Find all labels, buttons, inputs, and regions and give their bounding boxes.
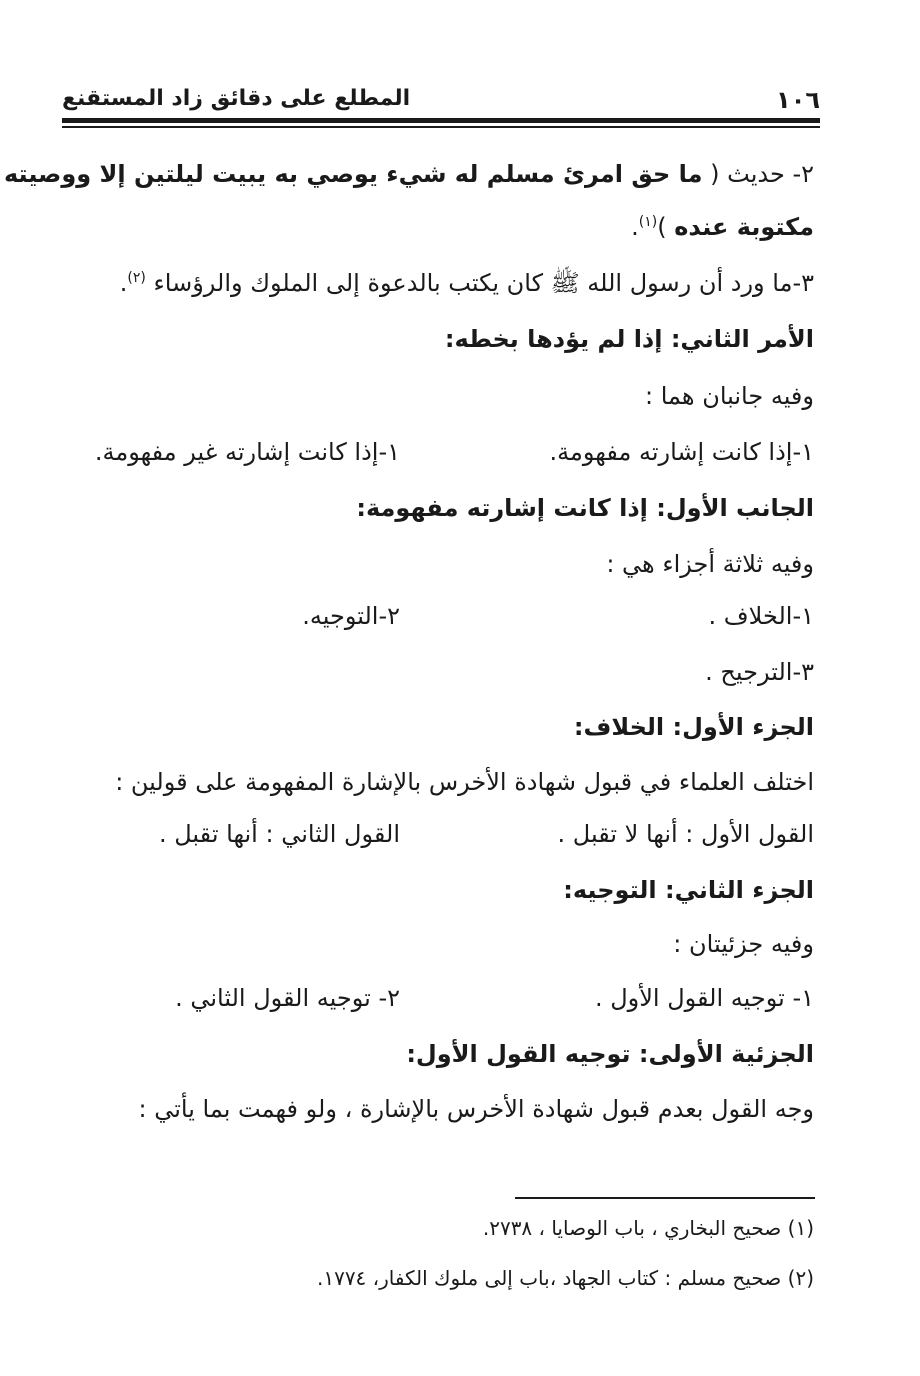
part-3: ٣-الترجيح .	[705, 658, 814, 686]
last-line: وجه القول بعدم قبول شهادة الأخرس بالإشارة ، ولو فهمت بما يأتي :	[138, 1095, 814, 1123]
footnote-ref-1: (١)	[638, 214, 658, 230]
disagreement-line: اختلف العلماء في قبول شهادة الأخرس بالإشارة المفهومة على قولين :	[115, 768, 814, 796]
header-rule-thin	[62, 126, 820, 128]
page-number: ١٠٦	[776, 86, 820, 114]
footnote-2: (٢) صحيح مسلم : كتاب الجهاد ،باب إلى ملوك الكفار، ١٧٧٤.	[316, 1266, 814, 1290]
item-2-prefix: ٢- حديث (	[702, 160, 814, 188]
heading-second-matter: الأمر الثاني: إذا لم يؤدها بخطه:	[444, 325, 814, 353]
item-3-line	[120, 268, 814, 303]
item-2-end: .	[631, 213, 639, 241]
item-3-end: .	[119, 269, 128, 297]
two-subparts-intro: وفيه جزئيتان :	[673, 930, 814, 958]
opinion-1: القول الأول : أنها لا تقبل .	[557, 820, 814, 848]
footnote-rule	[515, 1197, 815, 1199]
heading-subpart-1: الجزئية الأولى: توجيه القول الأول:	[406, 1040, 814, 1068]
item-3-text: ٣-ما ورد أن رسول الله ﷺ كان يكتب بالدعوة إلى الملوك والرؤساء	[153, 269, 814, 297]
heading-part-2: الجزء الثاني: التوجيه:	[563, 876, 814, 904]
header-rule-thick	[62, 118, 820, 123]
subpart-2: ٢- توجيه القول الثاني .	[175, 984, 400, 1012]
side-1: ١-إذا كانت إشارته مفهومة.	[549, 438, 814, 466]
item-2-line-2	[631, 213, 814, 241]
item-2-line-1	[4, 160, 814, 188]
footnote-1: (١) صحيح البخاري ، باب الوصايا ، ٢٧٣٨.	[482, 1216, 814, 1240]
item-2-hadith-line-1: ما حق امرئ مسلم له شيء يوصي به يبيت ليلتين إلا ووصيته	[3, 160, 703, 188]
part-1: ١-الخلاف .	[708, 602, 814, 630]
heading-part-1: الجزء الأول: الخلاف:	[573, 713, 814, 741]
subpart-1: ١- توجيه القول الأول .	[594, 984, 814, 1012]
three-parts-intro: وفيه ثلاثة أجزاء هي :	[606, 550, 814, 578]
side-2: ١-إذا كانت إشارته غير مفهومة.	[94, 438, 400, 466]
opinion-2: القول الثاني : أنها تقبل .	[159, 820, 400, 848]
footnote-ref-2: (٢)	[127, 270, 146, 286]
running-title: المطلع على دقائق زاد المستقنع	[62, 86, 411, 111]
item-2-hadith-line-2: مكتوبة عنده	[674, 213, 814, 241]
item-2-close: )	[657, 213, 675, 241]
two-sides-intro: وفيه جانبان هما :	[645, 382, 814, 410]
heading-first-side: الجانب الأول: إذا كانت إشارته مفهومة:	[356, 494, 814, 522]
part-2: ٢-التوجيه.	[302, 602, 400, 630]
